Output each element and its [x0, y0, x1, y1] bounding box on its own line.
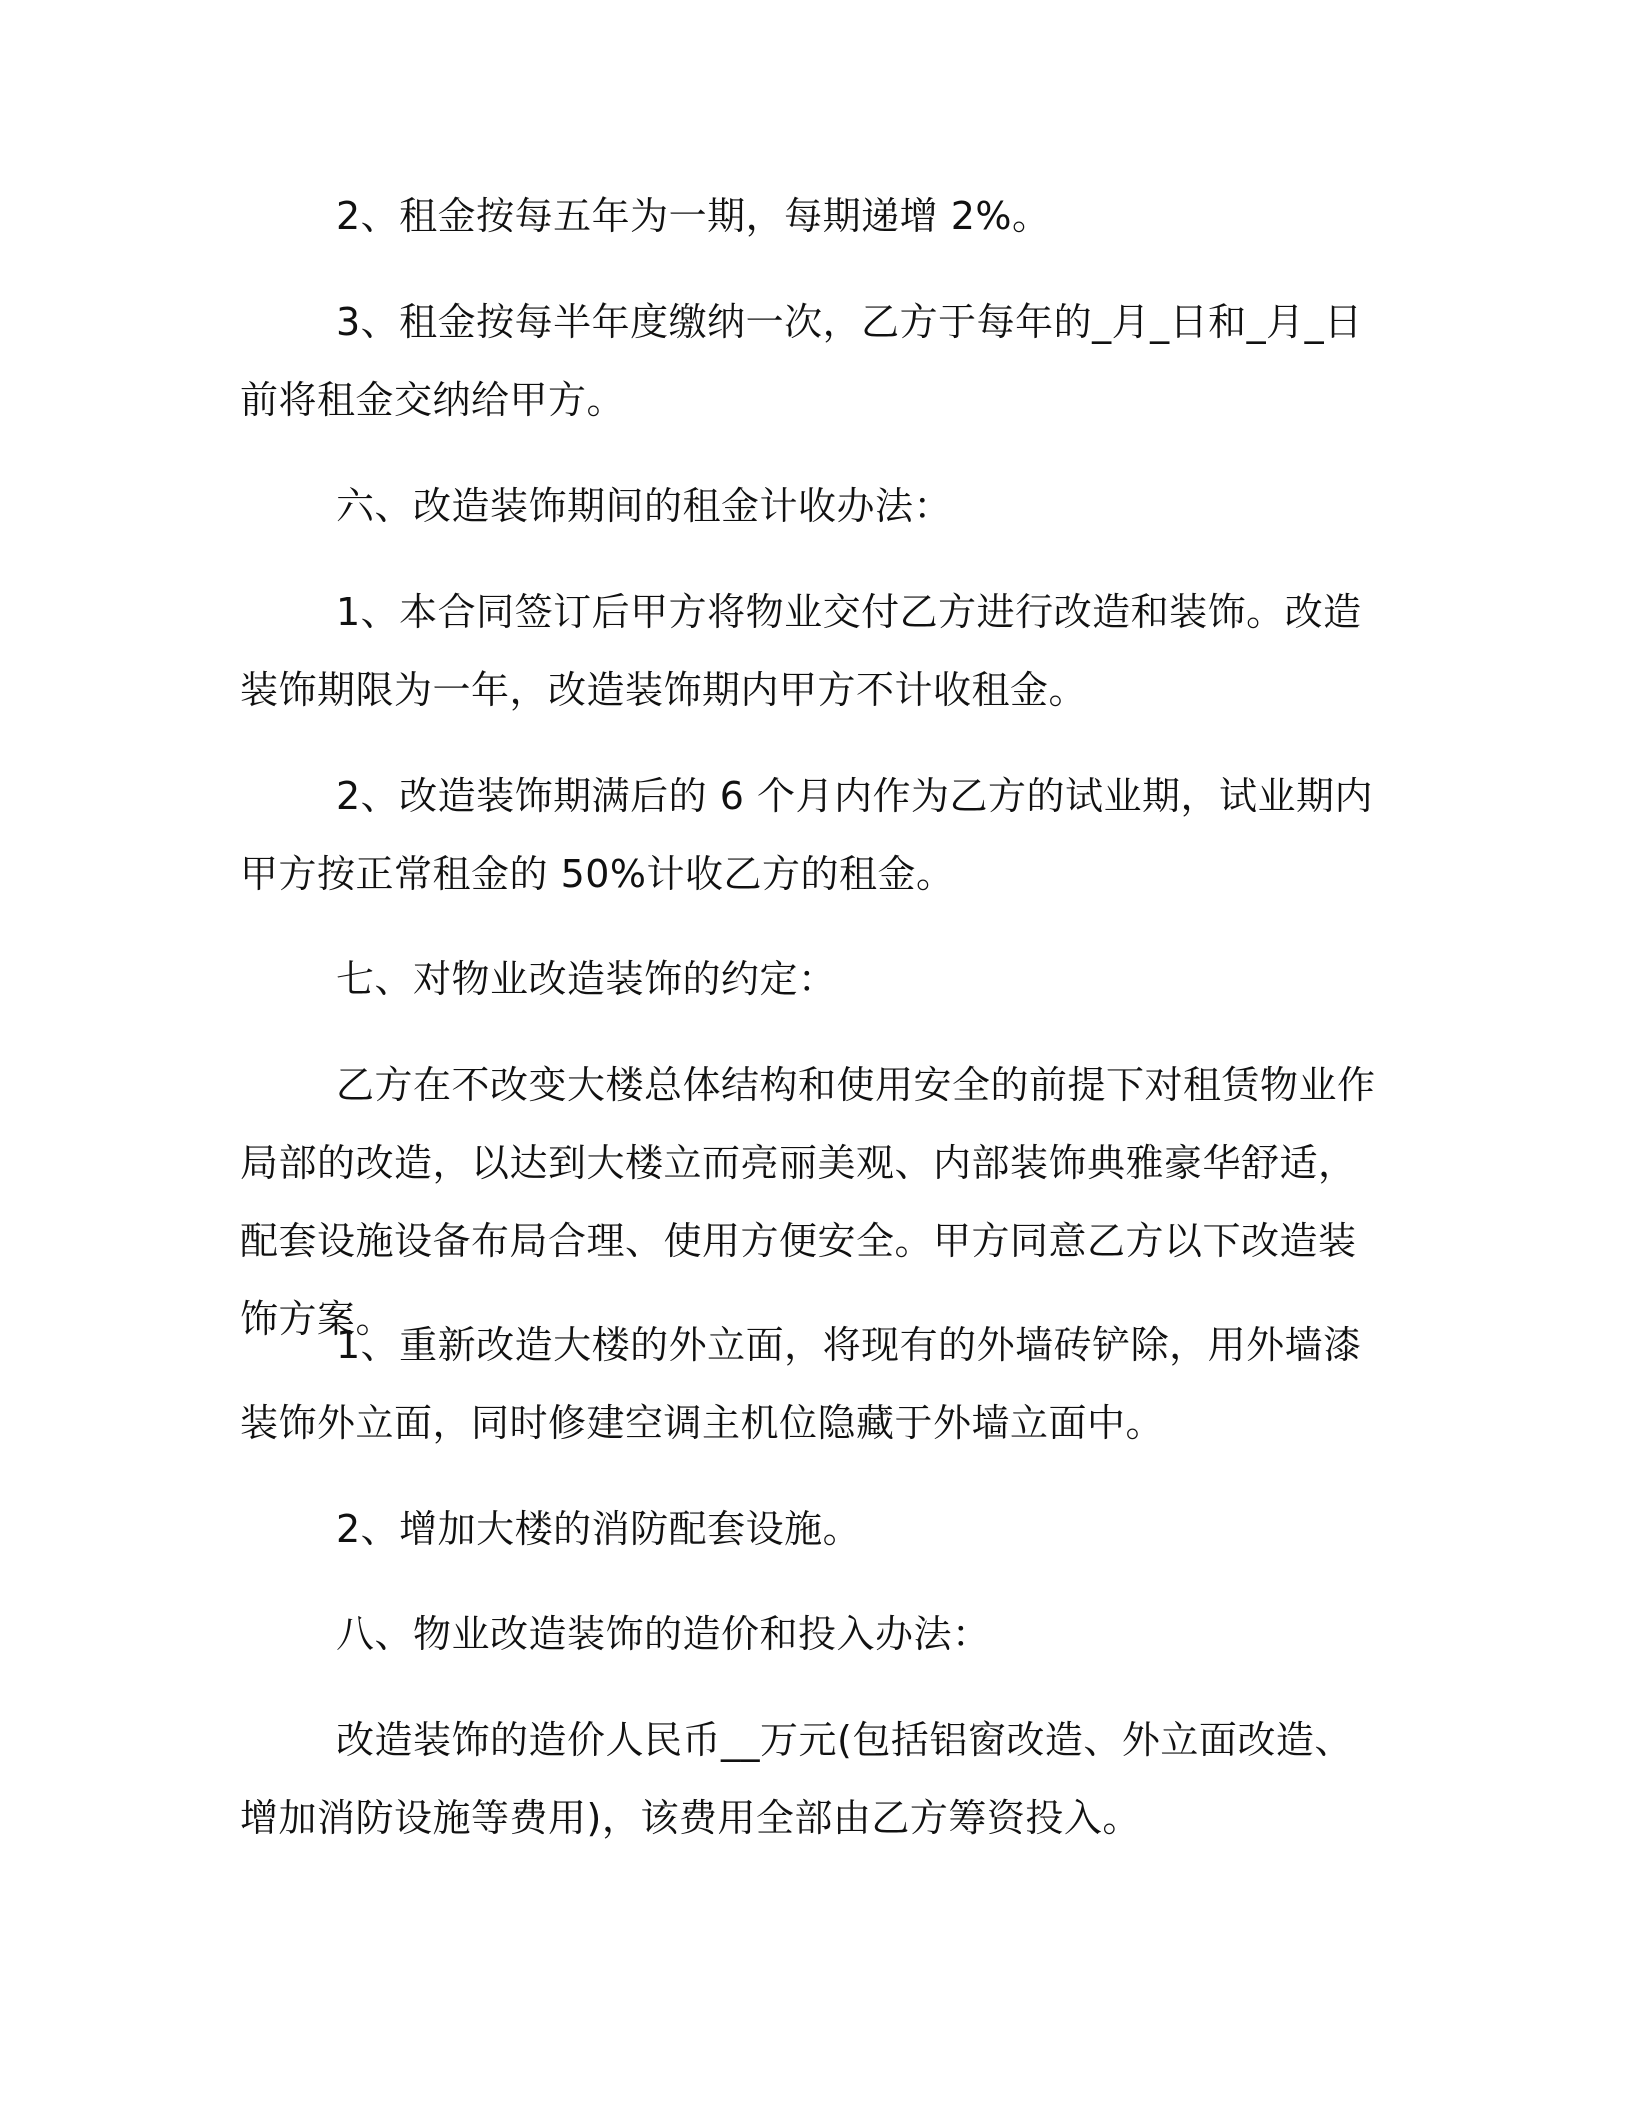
- section-heading-6: 六、改造装饰期间的租金计收办法：: [336, 484, 953, 528]
- paragraph-rent-payment: 3、租金按每半年度缴纳一次，乙方于每年的_月_日和_月_日前将租金交纳给甲方。: [240, 300, 1363, 422]
- paragraph-fire-facilities: 2、增加大楼的消防配套设施。: [336, 1507, 862, 1551]
- paragraph-trial-period: 2、改造装饰期满后的 6 个月内作为乙方的试业期，试业期内甲方按正常租金的 50%计收乙方的租金。: [240, 774, 1374, 896]
- section-heading-8: 八、物业改造装饰的造价和投入办法：: [336, 1612, 991, 1656]
- paragraph-renovation-cost: 改造装饰的造价人民币__万元(包括铝窗改造、外立面改造、增加消防设施等费用)，该费用全部由乙方筹资投入。: [240, 1718, 1353, 1840]
- paragraph-renovation-agreement: 乙方在不改变大楼总体结构和使用安全的前提下对租赁物业作局部的改造，以达到大楼立而亮丽美观、内部装饰典雅豪华舒适，配套设施设备布局合理、使用方便安全。甲方同意乙方以下改造装饰方案。: [240, 1063, 1376, 1341]
- section-heading-7: 七、对物业改造装饰的约定：: [336, 957, 837, 1001]
- paragraph-rent-increase: 2、租金按每五年为一期，每期递增 2%。: [336, 194, 1051, 238]
- paragraph-facade-renovation: 1、重新改造大楼的外立面，将现有的外墙砖铲除，用外墙漆装饰外立面，同时修建空调主机位隐藏于外墙立面中。: [240, 1323, 1362, 1445]
- paragraph-renovation-period: 1、本合同签订后甲方将物业交付乙方进行改造和装饰。改造装饰期限为一年，改造装饰期内甲方不计收租金。: [240, 590, 1362, 712]
